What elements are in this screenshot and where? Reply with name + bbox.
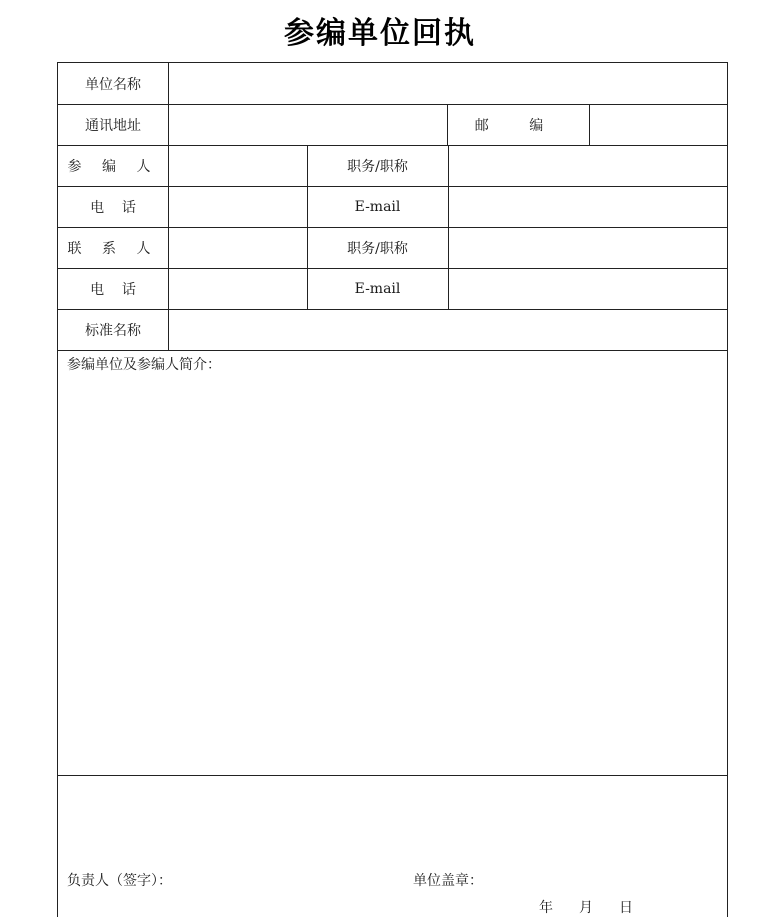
- address-field[interactable]: [169, 104, 447, 145]
- participant-field[interactable]: [169, 145, 307, 186]
- postcode-field[interactable]: [590, 104, 728, 145]
- contact-phone-field[interactable]: [169, 268, 307, 309]
- participant-email-label: E-mail: [354, 198, 401, 215]
- standard-name-label: 标准名称: [85, 322, 141, 339]
- responsible-signature-label: 负责人（签字）：: [67, 873, 172, 889]
- date-year-label: 年: [539, 900, 553, 916]
- contact-field[interactable]: [169, 227, 307, 268]
- contact-label: 联 系 人: [67, 240, 159, 257]
- address-label: 通讯地址: [85, 117, 141, 134]
- contact-email-label: E-mail: [354, 280, 401, 297]
- participant-phone-field[interactable]: [169, 186, 307, 227]
- postcode-label: 邮 编: [474, 117, 562, 134]
- date-month-label: 月: [579, 900, 593, 916]
- participant-position-field[interactable]: [449, 145, 728, 186]
- participant-position-label: 职务/职称: [347, 158, 408, 175]
- intro-textarea[interactable]: [58, 369, 728, 773]
- contact-email-field[interactable]: [449, 268, 728, 309]
- date-day-label: 日: [619, 900, 633, 916]
- participant-phone-label: 电 话: [90, 199, 136, 216]
- participant-label: 参 编 人: [67, 158, 159, 175]
- unit-name-label: 单位名称: [85, 76, 141, 93]
- unit-name-field[interactable]: [169, 63, 728, 104]
- participant-email-field[interactable]: [449, 186, 728, 227]
- unit-seal-label: 单位盖章：: [413, 873, 483, 889]
- contact-phone-label: 电 话: [90, 281, 136, 298]
- contact-position-label: 职务/职称: [347, 240, 408, 257]
- contact-position-field[interactable]: [449, 227, 728, 268]
- intro-label: 参编单位及参编人简介：: [67, 357, 221, 373]
- row-divider: [58, 350, 727, 351]
- receipt-form: [57, 62, 728, 917]
- standard-name-field[interactable]: [169, 309, 728, 350]
- form-title: 参编单位回执: [284, 16, 476, 51]
- row-divider: [58, 775, 727, 776]
